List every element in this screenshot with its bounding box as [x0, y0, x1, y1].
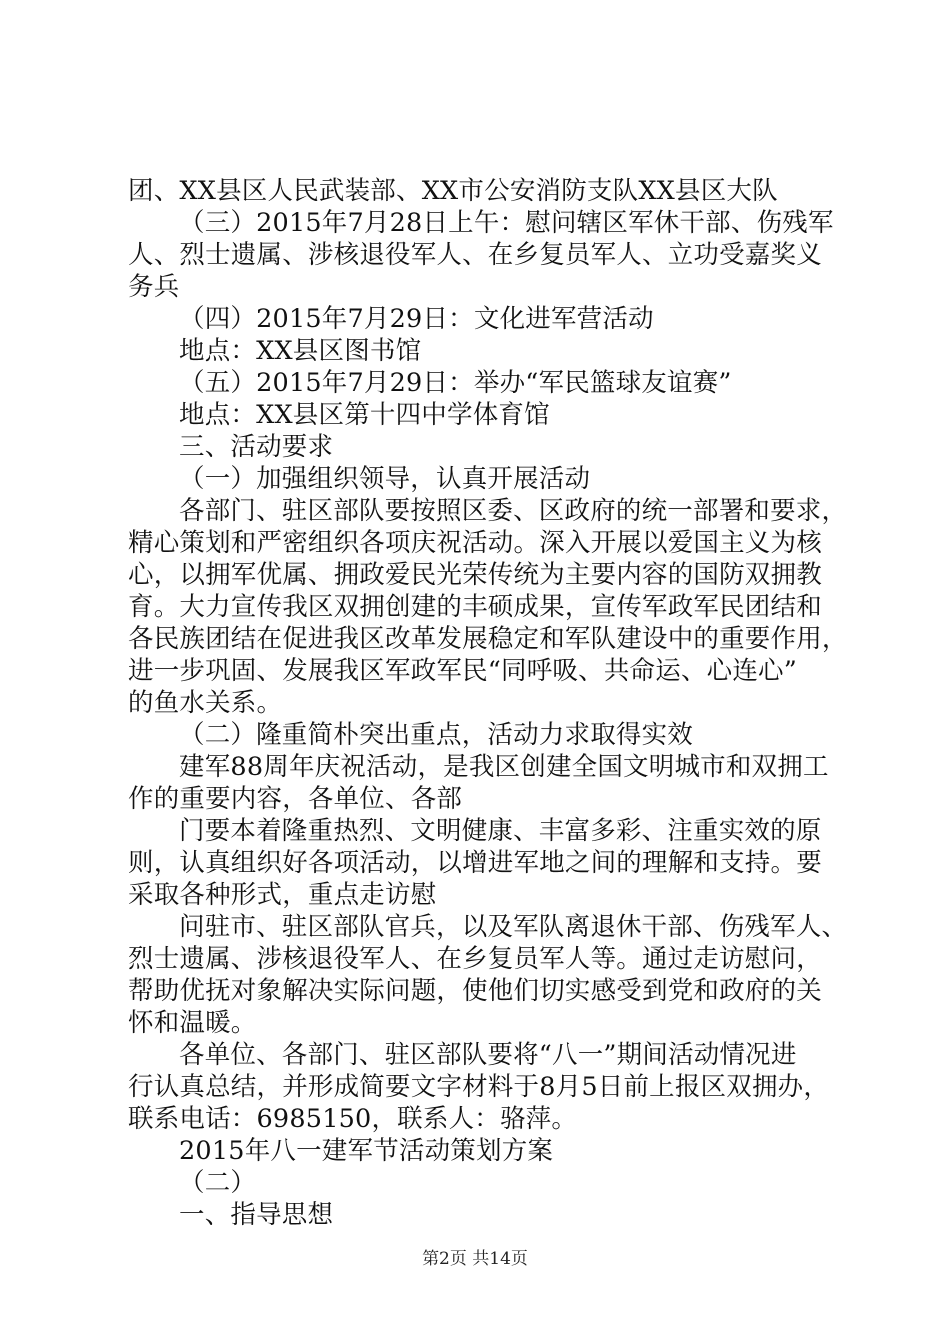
- document-line: （二）隆重简朴突出重点，活动力求取得实效: [179, 720, 694, 750]
- document-line: 团、XX县区人民武装部、XX市公安消防支队XX县区大队: [128, 176, 778, 206]
- document-line: 采取各种形式，重点走访慰: [128, 880, 437, 910]
- document-line: 行认真总结，并形成简要文字材料于8月5日前上报区双拥办，: [128, 1072, 830, 1102]
- document-line: 各单位、各部门、驻区部队要将“八一”期间活动情况进: [179, 1040, 797, 1070]
- document-body: [128, 175, 848, 1231]
- document-line: 怀和温暖。: [128, 1008, 257, 1038]
- page-number-footer: 第2页 共14页: [422, 1249, 528, 1269]
- document-line: 帮助优抚对象解决实际问题，使他们切实感受到党和政府的关: [128, 976, 822, 1006]
- document-line: 地点：XX县区图书馆: [179, 336, 422, 366]
- document-line: 烈士遗属、涉核退役军人、在乡复员军人等。通过走访慰问，: [128, 944, 822, 974]
- document-line: 精心策划和严密组织各项庆祝活动。深入开展以爱国主义为核: [128, 528, 822, 558]
- document-line: 2015年八一建军节活动策划方案: [179, 1136, 554, 1166]
- document-line: 建军88周年庆祝活动，是我区创建全国文明城市和双拥工: [179, 752, 829, 782]
- document-line: （三）2015年7月28日上午：慰问辖区军休干部、伤残军: [179, 208, 834, 238]
- document-line: 各部门、驻区部队要按照区委、区政府的统一部署和要求，: [179, 496, 848, 526]
- document-line: 人、烈士遗属、涉核退役军人、在乡复员军人、立功受嘉奖义: [128, 240, 822, 270]
- document-line: （二）: [179, 1168, 257, 1198]
- document-line: （四）2015年7月29日：文化进军营活动: [179, 304, 654, 334]
- document-line: 一、指导思想: [179, 1200, 334, 1230]
- document-line: 进一步巩固、发展我区军政军民“同呼吸、共命运、心连心”: [128, 656, 797, 686]
- document-line: （一）加强组织领导，认真开展活动: [179, 464, 591, 494]
- document-line: 务兵: [128, 272, 180, 302]
- document-line: 作的重要内容，各单位、各部: [128, 784, 463, 814]
- document-line: 联系电话：6985150，联系人：骆萍。: [128, 1104, 578, 1134]
- document-line: 育。大力宣传我区双拥创建的丰硕成果，宣传军政军民团结和: [128, 592, 822, 622]
- document-line: 的鱼水关系。: [128, 688, 283, 718]
- document-line: 地点：XX县区第十四中学体育馆: [179, 400, 550, 430]
- document-line: 问驻市、驻区部队官兵，以及军队离退休干部、伤残军人、: [179, 912, 848, 942]
- document-line: （五）2015年7月29日：举办“军民篮球友谊赛”: [179, 368, 732, 398]
- document-line: 则，认真组织好各项活动，以增进军地之间的理解和支持。要: [128, 848, 822, 878]
- document-line: 心，以拥军优属、拥政爱民光荣传统为主要内容的国防双拥教: [128, 560, 822, 590]
- document-line: 各民族团结在促进我区改革发展稳定和军队建设中的重要作用，: [128, 624, 848, 654]
- document-line: 三、活动要求: [179, 432, 334, 462]
- document-line: 门要本着隆重热烈、文明健康、丰富多彩、注重实效的原: [179, 816, 822, 846]
